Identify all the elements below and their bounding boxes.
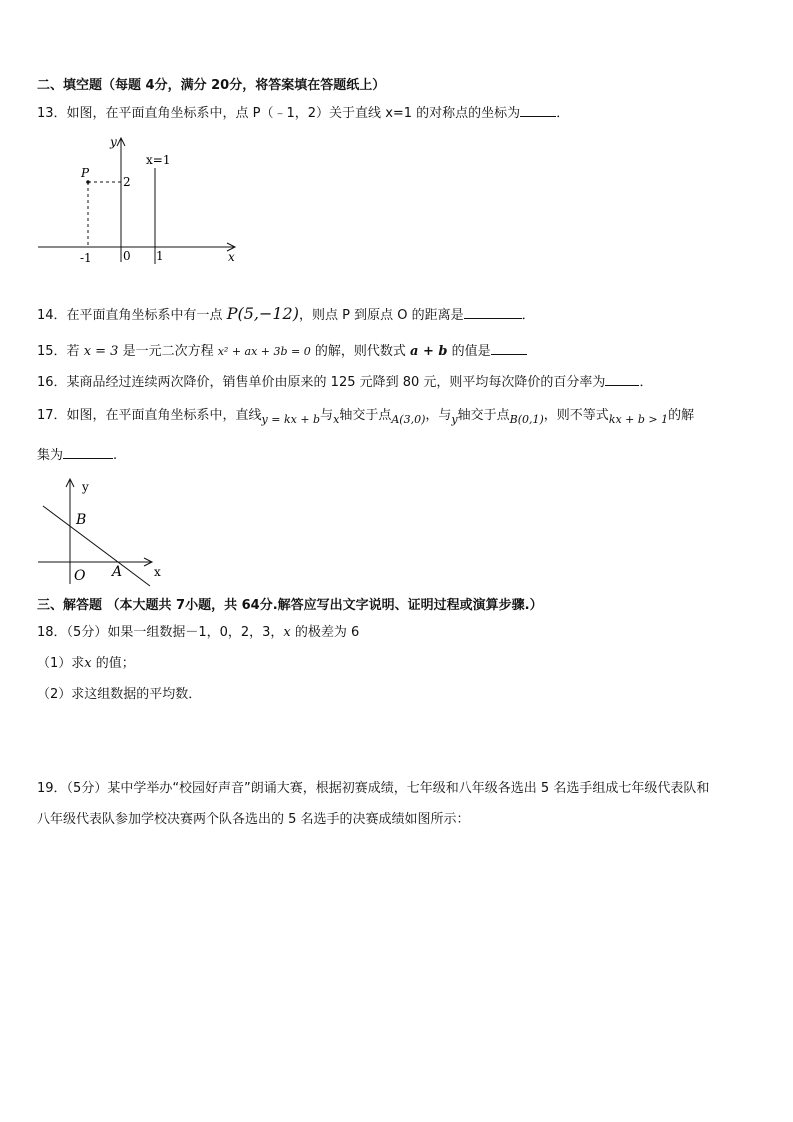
y-variable: y xyxy=(451,413,458,426)
point-p-coordinates: P(5,−12) xyxy=(226,304,299,323)
point-b-coordinates: B(0,1) xyxy=(509,413,544,426)
question-17 xyxy=(37,407,694,425)
x-axis-label: x xyxy=(228,250,235,264)
question-16-end: ． xyxy=(639,375,653,390)
origin-label: O xyxy=(74,568,86,584)
answer-blank-16 xyxy=(605,373,639,386)
condition-x-equals-3: x = 3 xyxy=(83,344,119,359)
question-13-figure xyxy=(30,130,250,270)
line-x1-label: x=1 xyxy=(146,153,171,167)
question-19-line-1: 19．（5分）某中学举办“校园好声音”朗诵大赛，根据初赛成绩，七年级和八年级各选出 5 名选手组成七年级代表队和 xyxy=(37,781,710,796)
point-a-coordinates: A(3,0) xyxy=(391,413,426,426)
point-a-label: A xyxy=(112,564,123,580)
tick-label-neg1: -1 xyxy=(80,251,92,265)
question-13-text: 13．如图，在平面直角坐标系中，点 P（﹣1，2）关于直线 x=1 的对称点的坐标为 xyxy=(37,106,521,121)
question-14-text: 14．在平面直角坐标系中有一点 xyxy=(37,308,227,323)
question-17-text: 17．如图，在平面直角坐标系中，直线 xyxy=(37,408,262,423)
inequality: kx + b > 1 xyxy=(608,413,669,426)
question-18-text: 18．（5分）如果一组数据－1，0，2，3， xyxy=(37,625,284,640)
x-axis-label: x xyxy=(154,565,161,579)
question-17-text-4: ，与 xyxy=(425,408,452,423)
expression-a-plus-b: a + b xyxy=(410,344,448,359)
question-15-text-3: 的解，则代数式 xyxy=(310,344,411,359)
tick-label-0: 0 xyxy=(123,249,131,263)
question-16 xyxy=(37,373,652,392)
y-axis-label: y xyxy=(110,135,117,149)
question-17-text-5: 轴交于点 xyxy=(457,408,510,423)
answer-blank-14 xyxy=(464,306,522,319)
question-18-part-2: （2）求这组数据的平均数． xyxy=(37,687,202,702)
question-17-text-6: ，则不等式 xyxy=(543,408,609,423)
part-1-text-2: 的值； xyxy=(91,656,135,671)
question-15 xyxy=(37,342,527,361)
question-13 xyxy=(37,104,569,123)
answer-blank-15 xyxy=(491,342,527,355)
variable-x: x xyxy=(84,656,92,671)
question-19-line-2: 八年级代表队参加学校决赛两个队各选出的 5 名选手的决赛成绩如图所示： xyxy=(37,812,470,827)
question-17-end: . xyxy=(113,448,118,463)
question-18 xyxy=(37,624,359,642)
quadratic-equation: x² + ax + 3b = 0 xyxy=(217,345,311,358)
question-17-figure xyxy=(35,476,170,588)
point-p xyxy=(86,180,90,184)
tick-label-2: 2 xyxy=(123,175,131,189)
question-17-text-7: 的解 xyxy=(668,408,695,423)
question-15-text: 15．若 xyxy=(37,344,84,359)
question-16-text: 16．某商品经过连续两次降价，销售单价由原来的 125 元降到 80 元，则平均每次降价的百分率为 xyxy=(37,375,606,390)
point-b-label: B xyxy=(76,512,87,528)
question-17-text-8: 集为 xyxy=(37,448,64,463)
x-variable: x xyxy=(333,413,340,426)
y-axis-label: y xyxy=(82,480,89,494)
line-equation: y = kx + b xyxy=(261,413,321,426)
point-p-label: P xyxy=(81,166,90,180)
tick-label-1: 1 xyxy=(156,249,164,263)
section-3-heading: 三、解答题 （本大题共 7小题，共 64分.解答应写出文字说明、证明过程或演算步骤.） xyxy=(37,598,543,613)
question-18-part-1 xyxy=(37,655,135,673)
section-2-heading: 二、填空题（每题 4分，满分 20分，将答案填在答题纸上） xyxy=(37,78,386,93)
answer-blank-13 xyxy=(520,104,556,117)
question-17-text-2: 与 xyxy=(320,408,334,423)
question-14-text-2: ，则点 P 到原点 O 的距离是 xyxy=(298,308,464,323)
question-15-text-4: 的值是 xyxy=(447,344,491,359)
question-14-end: ． xyxy=(521,308,535,323)
question-17-line-2 xyxy=(37,446,117,465)
question-15-text-2: 是一元二次方程 xyxy=(118,344,218,359)
question-14 xyxy=(37,305,535,325)
answer-blank-17 xyxy=(63,446,113,459)
part-1-text: （1）求 xyxy=(37,656,85,671)
question-17-text-3: 轴交于点 xyxy=(339,408,392,423)
question-13-end: ． xyxy=(556,106,570,121)
question-18-text-2: 的极差为 6 xyxy=(290,625,360,640)
variable-x: x xyxy=(283,625,291,640)
